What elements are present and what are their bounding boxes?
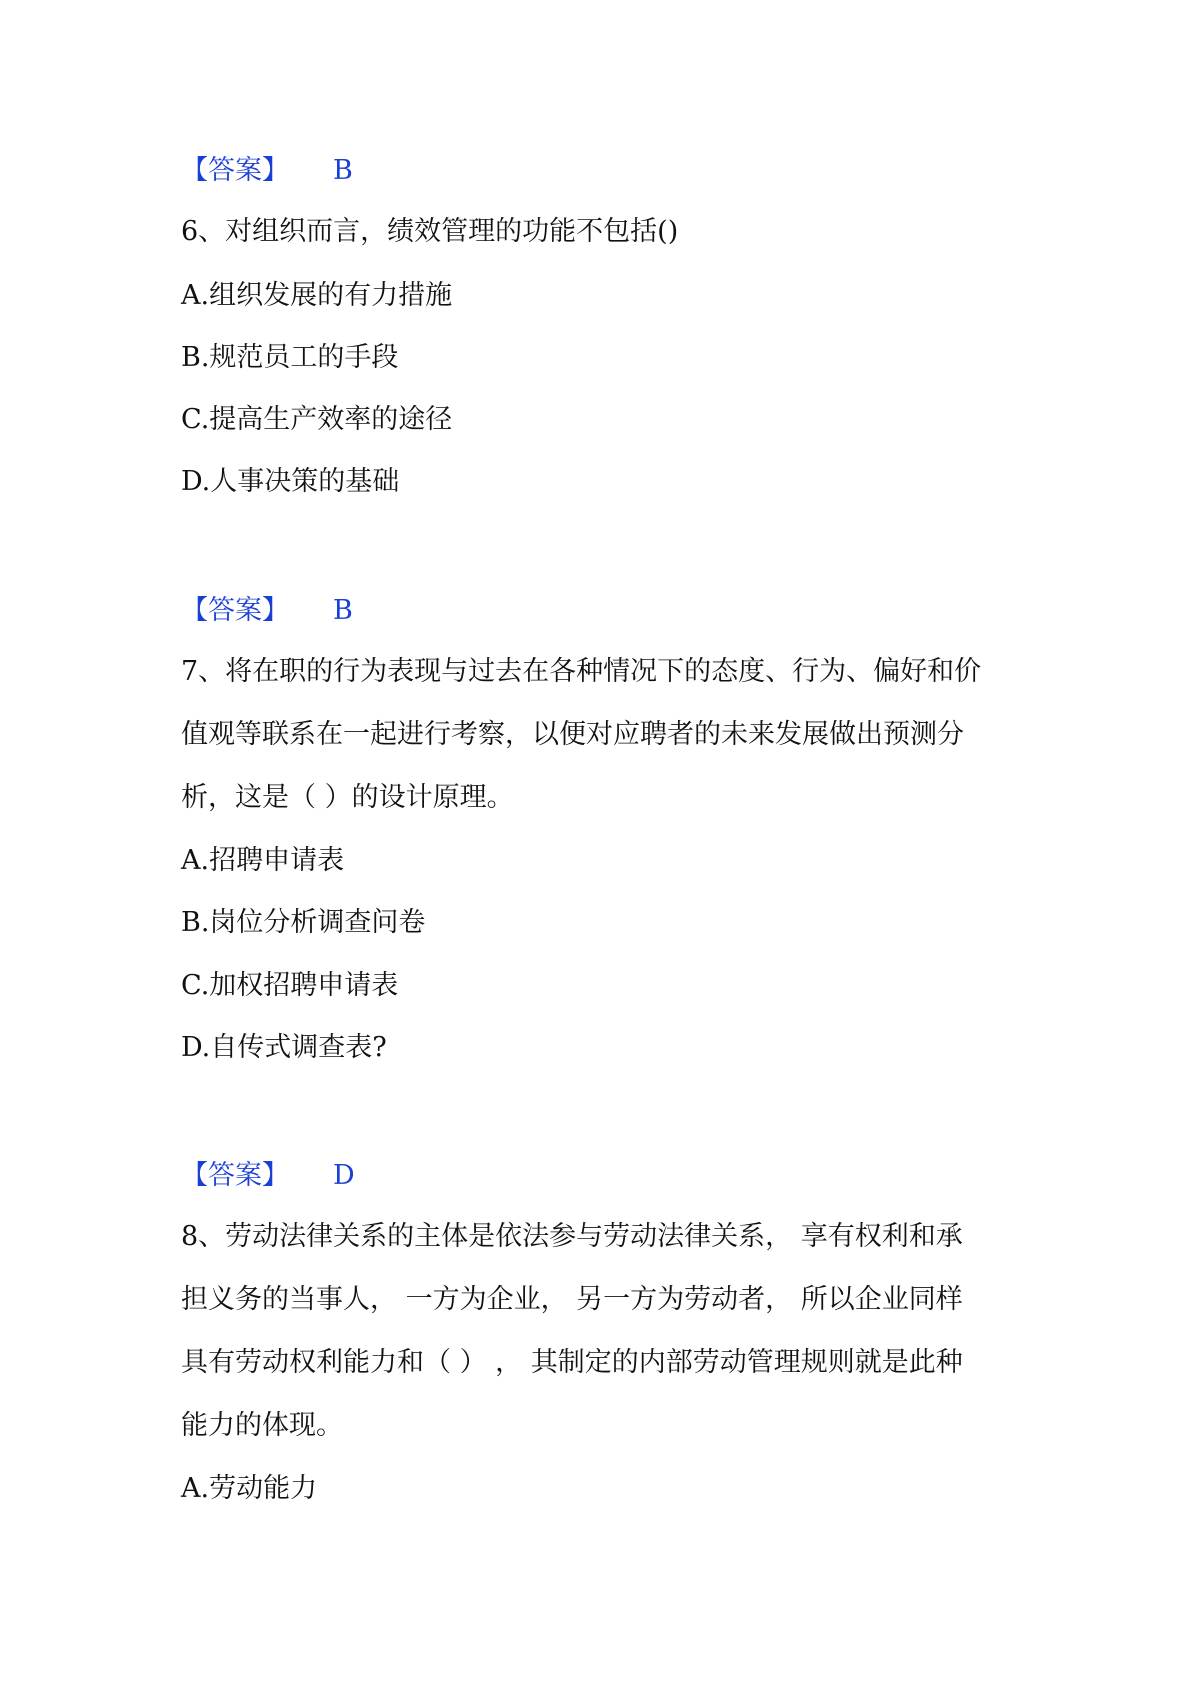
answer-row	[181, 1158, 355, 1194]
answer-row	[181, 153, 353, 189]
option-a: A.劳动能力	[181, 1473, 318, 1504]
question-stem-line: 能力的体现。	[181, 1410, 343, 1441]
answer-value: B	[333, 595, 353, 626]
question-stem: 6、对组织而言，绩效管理的功能不包括()	[181, 216, 679, 247]
answer-label: 【答案】	[181, 155, 289, 186]
option-a: A.招聘申请表	[181, 845, 345, 876]
answer-value: B	[333, 155, 353, 186]
question-stem-line: 8、劳动法律关系的主体是依法参与劳动法律关系， 享有权利和承	[181, 1221, 963, 1252]
answer-row	[181, 593, 353, 629]
option-d: D.人事决策的基础	[181, 466, 400, 497]
question-stem-line: 值观等联系在一起进行考察，以便对应聘者的未来发展做出预测分	[181, 719, 964, 750]
option-b: B.岗位分析调查问卷	[181, 907, 426, 938]
answer-label: 【答案】	[181, 595, 289, 626]
option-b: B.规范员工的手段	[181, 342, 399, 373]
answer-value: D	[333, 1160, 355, 1191]
question-stem-line: 具有劳动权利能力和（ ） ， 其制定的内部劳动管理规则就是此种	[181, 1347, 963, 1378]
answer-label: 【答案】	[181, 1160, 289, 1191]
question-stem-line: 担义务的当事人， 一方为企业， 另一方为劳动者， 所以企业同样	[181, 1284, 963, 1315]
question-stem-line: 析，这是（ ）的设计原理。	[181, 782, 514, 813]
option-a: A.组织发展的有力措施	[181, 280, 453, 311]
option-c: C.加权招聘申请表	[181, 970, 399, 1001]
option-c: C.提高生产效率的途径	[181, 404, 453, 435]
question-stem-line: 7、将在职的行为表现与过去在各种情况下的态度、行为、偏好和价	[181, 656, 982, 687]
option-d: D.自传式调查表?	[181, 1032, 387, 1063]
